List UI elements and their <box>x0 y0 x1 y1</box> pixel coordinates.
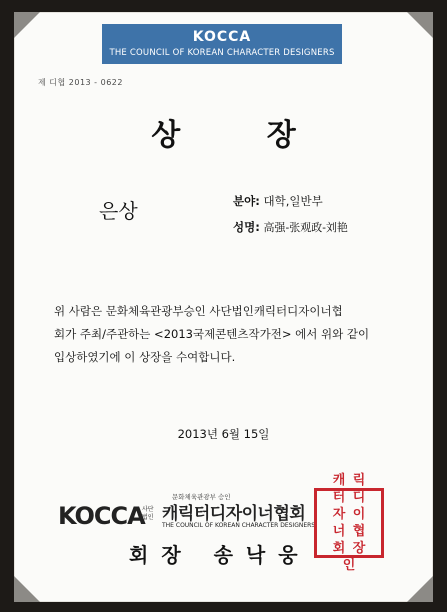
seal-character: 너 <box>332 524 346 539</box>
red-official-seal <box>314 473 384 573</box>
seal-character: 디 <box>352 490 366 505</box>
document-number: 제 디협 2013 - 0622 <box>38 78 123 87</box>
footer-org-name: 캐릭터디자이너협회 <box>162 504 306 524</box>
citation-line: 위 사람은 문화체육관광부승인 사단법인캐릭터디자이너협 <box>54 304 343 318</box>
certificate-paper <box>14 12 433 602</box>
name-value: 高强-张观政-刘艳 <box>263 221 348 234</box>
name-label: 성명: <box>233 220 260 234</box>
certificate-title: 상 장 <box>151 118 334 153</box>
seal-character: 터 <box>332 490 346 505</box>
header-banner <box>102 24 342 64</box>
ministry-approval: 문화체육관광부 승인 <box>172 493 231 501</box>
field-category <box>233 193 323 209</box>
field-value: 대학,일반부 <box>263 194 323 208</box>
footer-org-english: THE COUNCIL OF KOREAN CHARACTER DESIGNERS <box>162 522 316 529</box>
seal-character: 이 <box>352 507 366 522</box>
seal-character: 협 <box>352 524 366 539</box>
corner-mount-bottom-left <box>14 576 40 602</box>
header-logo: KOCCA <box>192 29 252 45</box>
president-signature-line: 회장 송낙웅 <box>129 543 311 567</box>
footer-logo: KOCCA <box>58 502 145 530</box>
award-citation <box>54 300 434 369</box>
seal-character: 자 <box>332 507 346 522</box>
corner-mount-top-right <box>407 12 433 38</box>
corner-mount-bottom-right <box>407 576 433 602</box>
citation-line: 회가 주최/주관하는 <2013국제콘텐츠작가전> 에서 위와 같이 <box>54 327 370 341</box>
field-label: 분야: <box>233 194 260 208</box>
seal-character: 인 <box>342 558 356 573</box>
field-name <box>233 219 348 235</box>
header-org-name: THE COUNCIL OF KOREAN CHARACTER DESIGNERS <box>109 48 335 58</box>
citation-line: 입상하였기에 이 상장을 수여합니다. <box>54 350 236 364</box>
seal-character: 캐 <box>332 473 346 488</box>
seal-character: 릭 <box>352 473 366 488</box>
award-grade: 은상 <box>99 199 138 223</box>
corporation-prefix: 사단 법인 <box>142 506 154 521</box>
seal-character: 장 <box>352 541 366 556</box>
seal-character: 회 <box>332 541 346 556</box>
corner-mount-top-left <box>14 12 40 38</box>
award-date: 2013년 6월 15일 <box>177 427 270 441</box>
